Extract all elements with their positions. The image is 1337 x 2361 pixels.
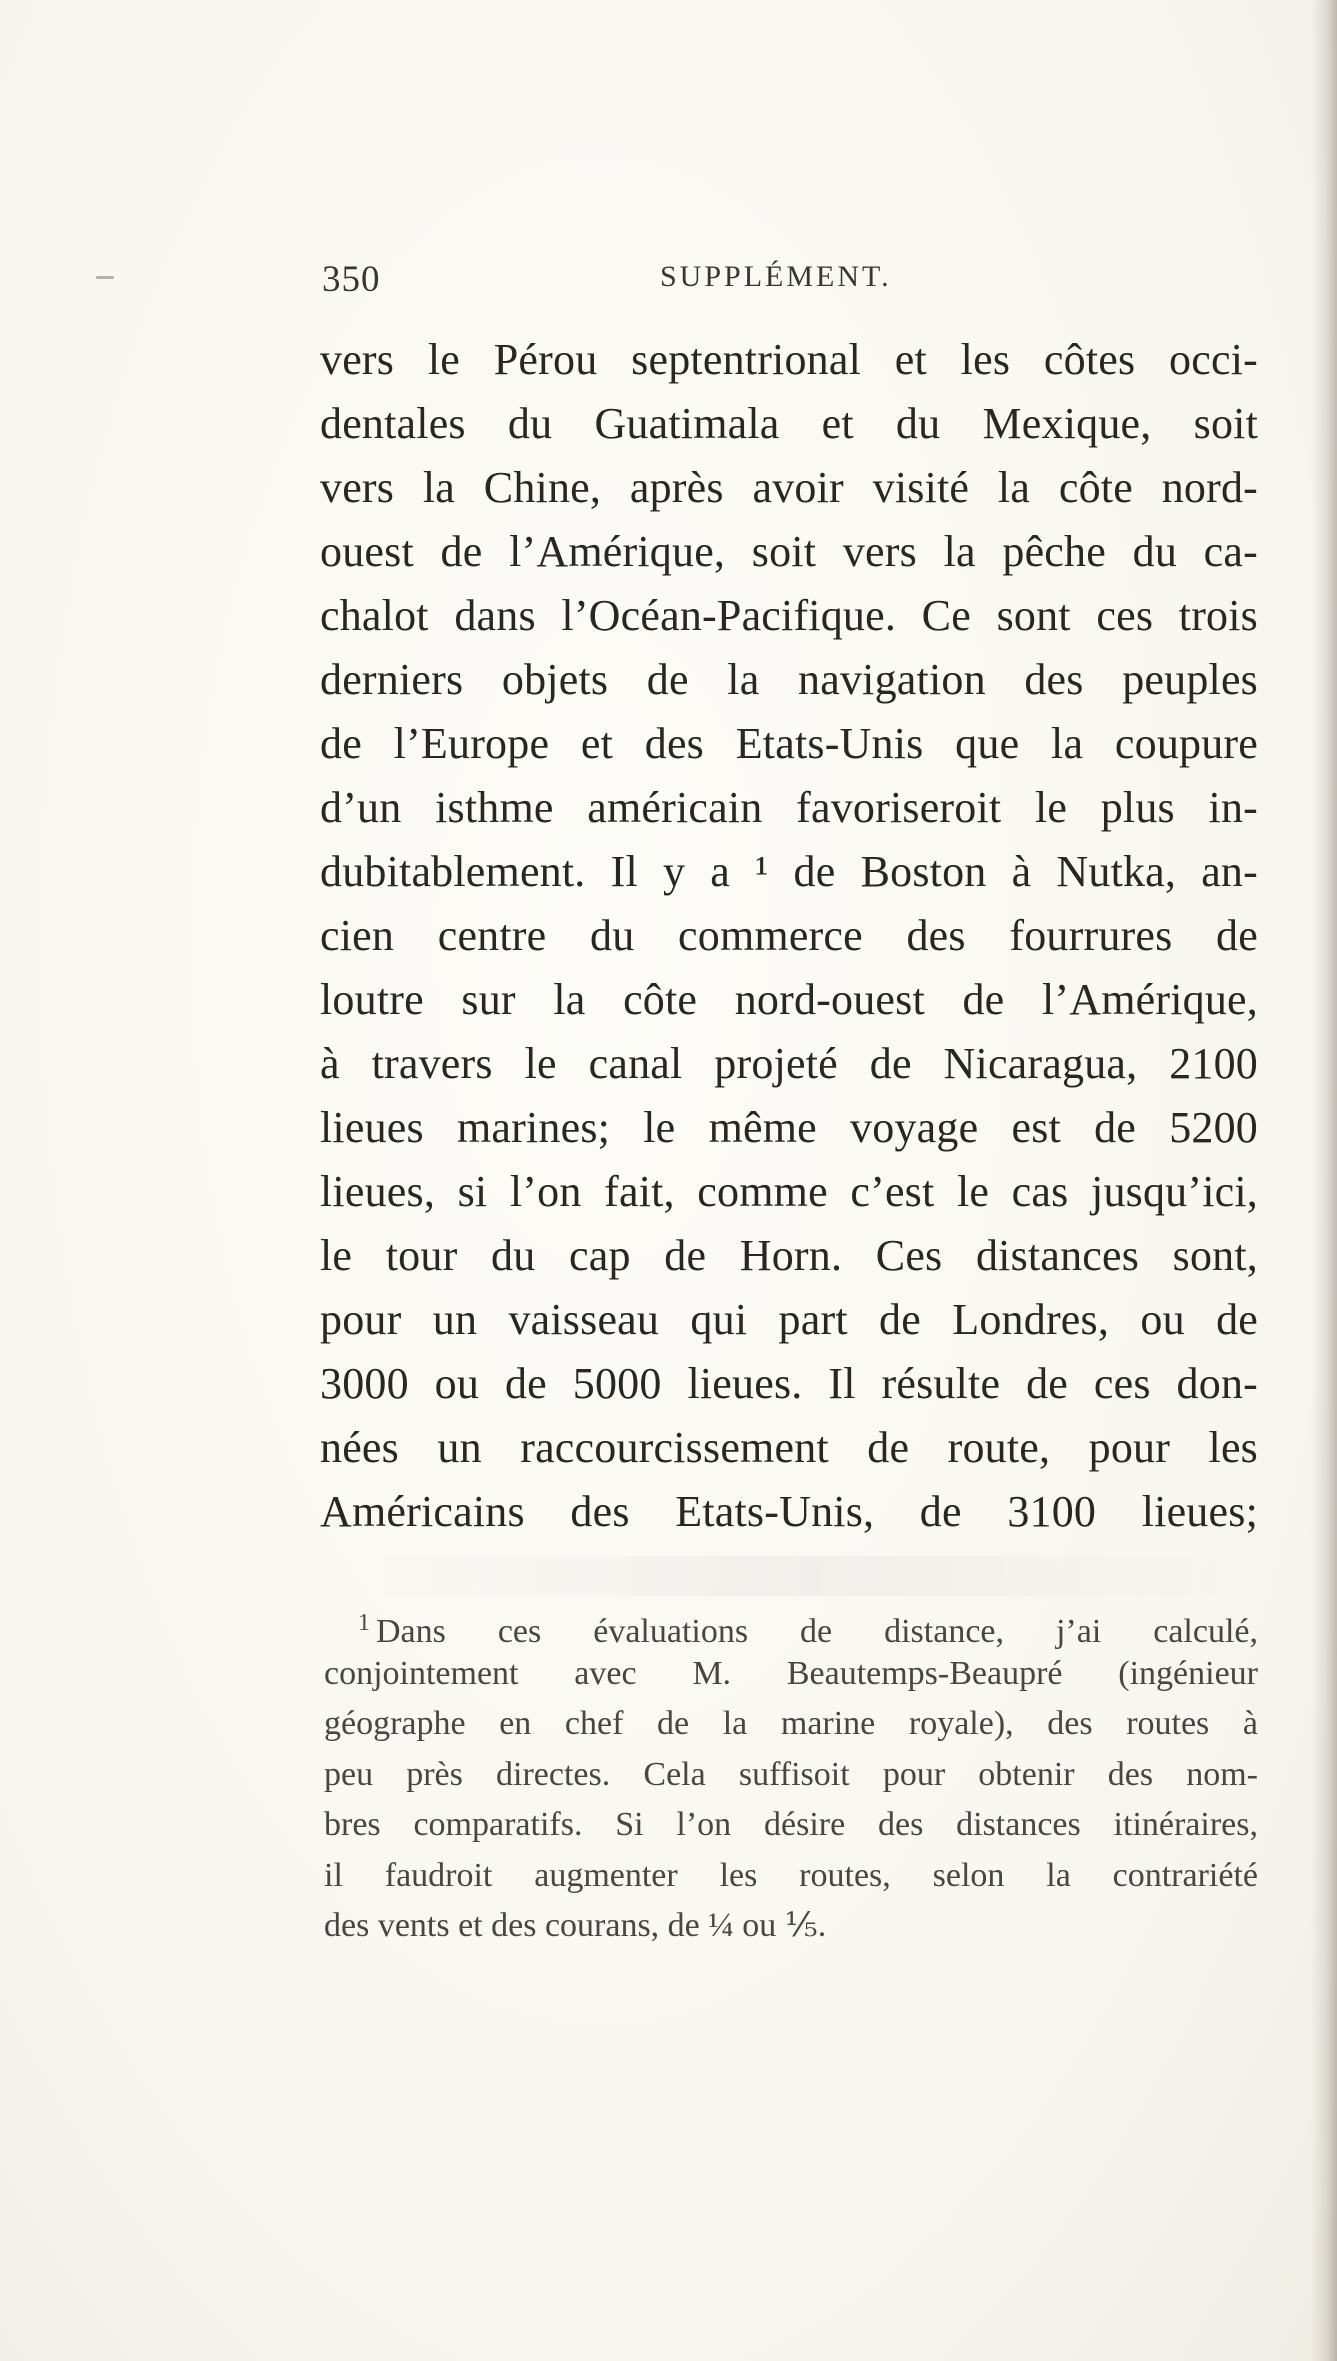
text-line: cien centre du commerce des fourrures de — [320, 911, 1258, 960]
text-line: loutre sur la côte nord-ouest de l’Amérique, — [320, 975, 1258, 1024]
footnote-line: géographe en chef de la marine royale), des routes à — [324, 1705, 1258, 1742]
text-line: le tour du cap de Horn. Ces distances sont, — [320, 1231, 1258, 1280]
text-line: 3000 ou de 5000 lieues. Il résulte de ces don- — [320, 1359, 1258, 1408]
running-title: SUPPLÉMENT. — [660, 260, 892, 293]
footnote-line: conjointement avec M. Beautemps-Beaupré (ingénieur — [324, 1654, 1258, 1692]
text-line: chalot dans l’Océan-Pacifique. Ce sont ces trois — [320, 591, 1258, 640]
text-line: d’un isthme américain favoriseroit le plus in- — [320, 783, 1258, 832]
text-line: de l’Europe et des Etats-Unis que la coupure — [320, 719, 1258, 768]
footnote-line: il faudroit augmenter les routes, selon la contrariété — [324, 1856, 1258, 1894]
text-line: dentales du Guatimala et du Mexique, soit — [320, 399, 1258, 448]
bleed-through-shadow — [360, 1556, 1260, 1596]
text-line: nées un raccourcissement de route, pour les — [320, 1423, 1258, 1472]
text-line: derniers objets de la navigation des peuples — [320, 655, 1258, 704]
text-line: pour un vaisseau qui part de Londres, ou de — [320, 1295, 1258, 1344]
running-header — [322, 258, 1252, 308]
footnote-line — [324, 1598, 1258, 1649]
text-line: vers la Chine, après avoir visité la côte nord- — [320, 463, 1258, 512]
footnote-text: Dans ces évaluations de distance, j’ai calculé, — [376, 1613, 1258, 1650]
footnote-line: des vents et des courans, de ¼ ou ⅕. — [324, 1907, 827, 1944]
main-text-block — [320, 328, 1258, 1544]
margin-mark — [96, 276, 114, 279]
text-line: lieues, si l’on fait, comme c’est le cas jusqu’ici, — [320, 1167, 1258, 1216]
text-line: vers le Pérou septentrional et les côtes occi- — [320, 335, 1258, 384]
footnote-line: peu près directes. Cela suffisoit pour obtenir des nom- — [324, 1755, 1258, 1793]
footnote-line: bres comparatifs. Si l’on désire des distances itinéraires, — [324, 1806, 1258, 1843]
text-line: dubitablement. Il y a ¹ de Boston à Nutka, an- — [320, 847, 1258, 896]
text-line: à travers le canal projeté de Nicaragua, 2100 — [320, 1039, 1258, 1088]
footnote-block — [324, 1598, 1258, 1952]
page-number: 350 — [322, 259, 381, 300]
text-line: ouest de l’Amérique, soit vers la pêche du ca- — [320, 527, 1258, 576]
page-edge-shadow — [1311, 0, 1337, 2361]
text-line: lieues marines; le même voyage est de 5200 — [320, 1103, 1258, 1152]
footnote-marker: 1 — [358, 1610, 370, 1636]
text-line: Américains des Etats-Unis, de 3100 lieues; — [320, 1487, 1258, 1536]
